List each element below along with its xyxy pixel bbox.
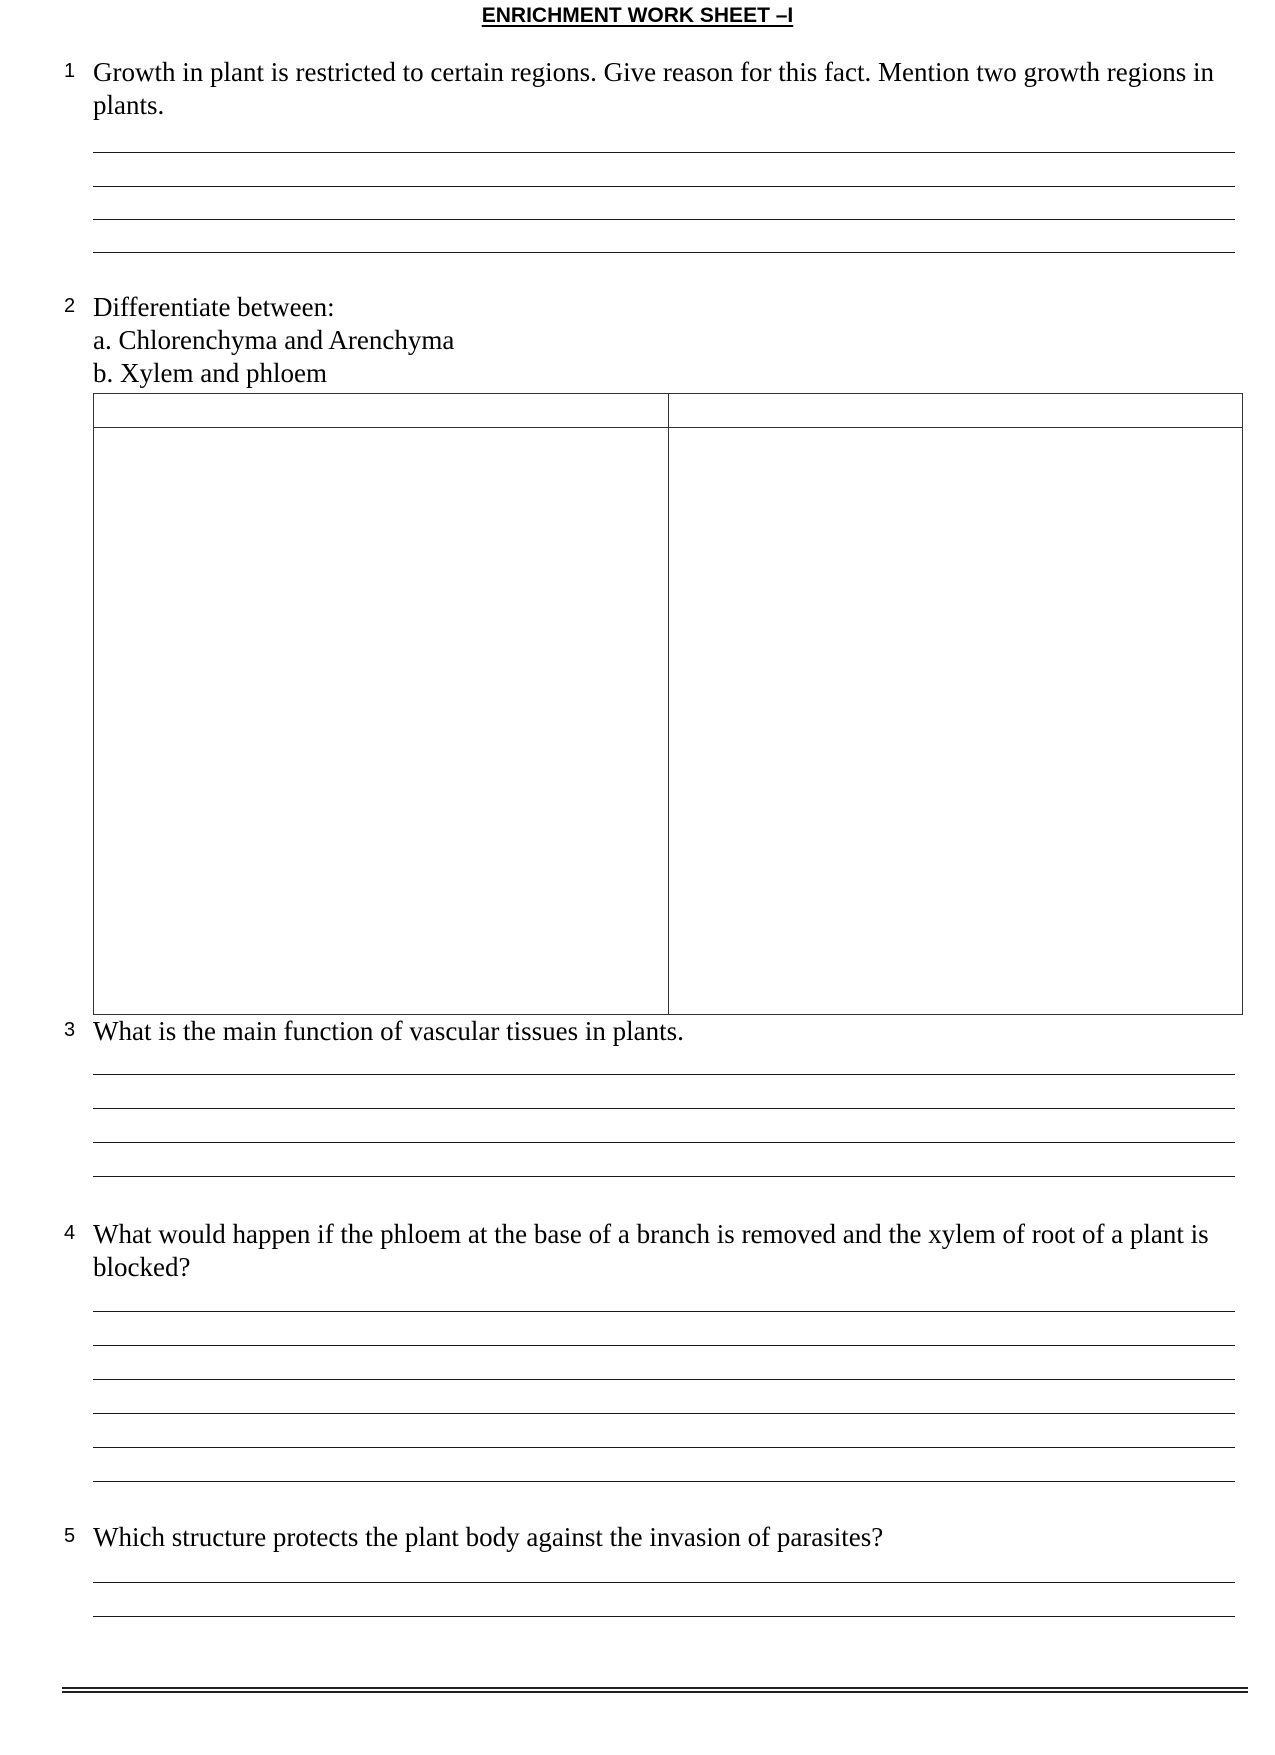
answer-line[interactable] xyxy=(93,186,1235,187)
question-1-number: 1 xyxy=(64,60,76,82)
question-2-number: 2 xyxy=(64,295,76,317)
question-3-number: 3 xyxy=(64,1019,76,1041)
answer-line[interactable] xyxy=(93,1447,1235,1448)
question-2-text: Differentiate between: xyxy=(93,292,335,322)
answer-line[interactable] xyxy=(93,1345,1235,1346)
answer-line[interactable] xyxy=(93,1413,1235,1414)
table-body-cell-left[interactable] xyxy=(94,428,669,1015)
table-header-row xyxy=(94,394,1243,428)
answer-line[interactable] xyxy=(93,1176,1235,1177)
question-4-number: 4 xyxy=(64,1222,76,1244)
answer-line[interactable] xyxy=(93,1582,1235,1583)
table-body-cell-right[interactable] xyxy=(668,428,1243,1015)
differentiate-table xyxy=(93,393,1243,1015)
question-5-number: 5 xyxy=(64,1525,76,1547)
question-4-text: What would happen if the phloem at the base of a branch is removed and the xylem of root of a plant is blocked? xyxy=(93,1219,1209,1282)
answer-line[interactable] xyxy=(93,1379,1235,1380)
table-header-cell-left[interactable] xyxy=(94,394,669,428)
table-header-cell-right[interactable] xyxy=(668,394,1243,428)
question-2-subitem-a: a. Chlorenchyma and Arenchyma xyxy=(93,325,455,355)
answer-line[interactable] xyxy=(93,1142,1235,1143)
question-3-text: What is the main function of vascular tissues in plants. xyxy=(93,1016,684,1046)
question-1-text: Growth in plant is restricted to certain regions. Give reason for this fact. Mention two growth regions in plants. xyxy=(93,57,1214,120)
answer-line[interactable] xyxy=(93,252,1235,253)
table-body-row xyxy=(94,428,1243,1015)
worksheet-title: ENRICHMENT WORK SHEET –I xyxy=(481,4,794,27)
answer-line[interactable] xyxy=(93,1108,1235,1109)
answer-line[interactable] xyxy=(93,1074,1235,1075)
answer-line[interactable] xyxy=(93,1616,1235,1617)
answer-line[interactable] xyxy=(93,219,1235,220)
answer-line[interactable] xyxy=(93,1481,1235,1482)
question-5-text: Which structure protects the plant body against the invasion of parasites? xyxy=(93,1522,884,1552)
question-2-subitem-b: b. Xylem and phloem xyxy=(93,358,327,388)
page-bottom-double-rule xyxy=(62,1687,1248,1693)
answer-line[interactable] xyxy=(93,152,1235,153)
answer-line[interactable] xyxy=(93,1311,1235,1312)
